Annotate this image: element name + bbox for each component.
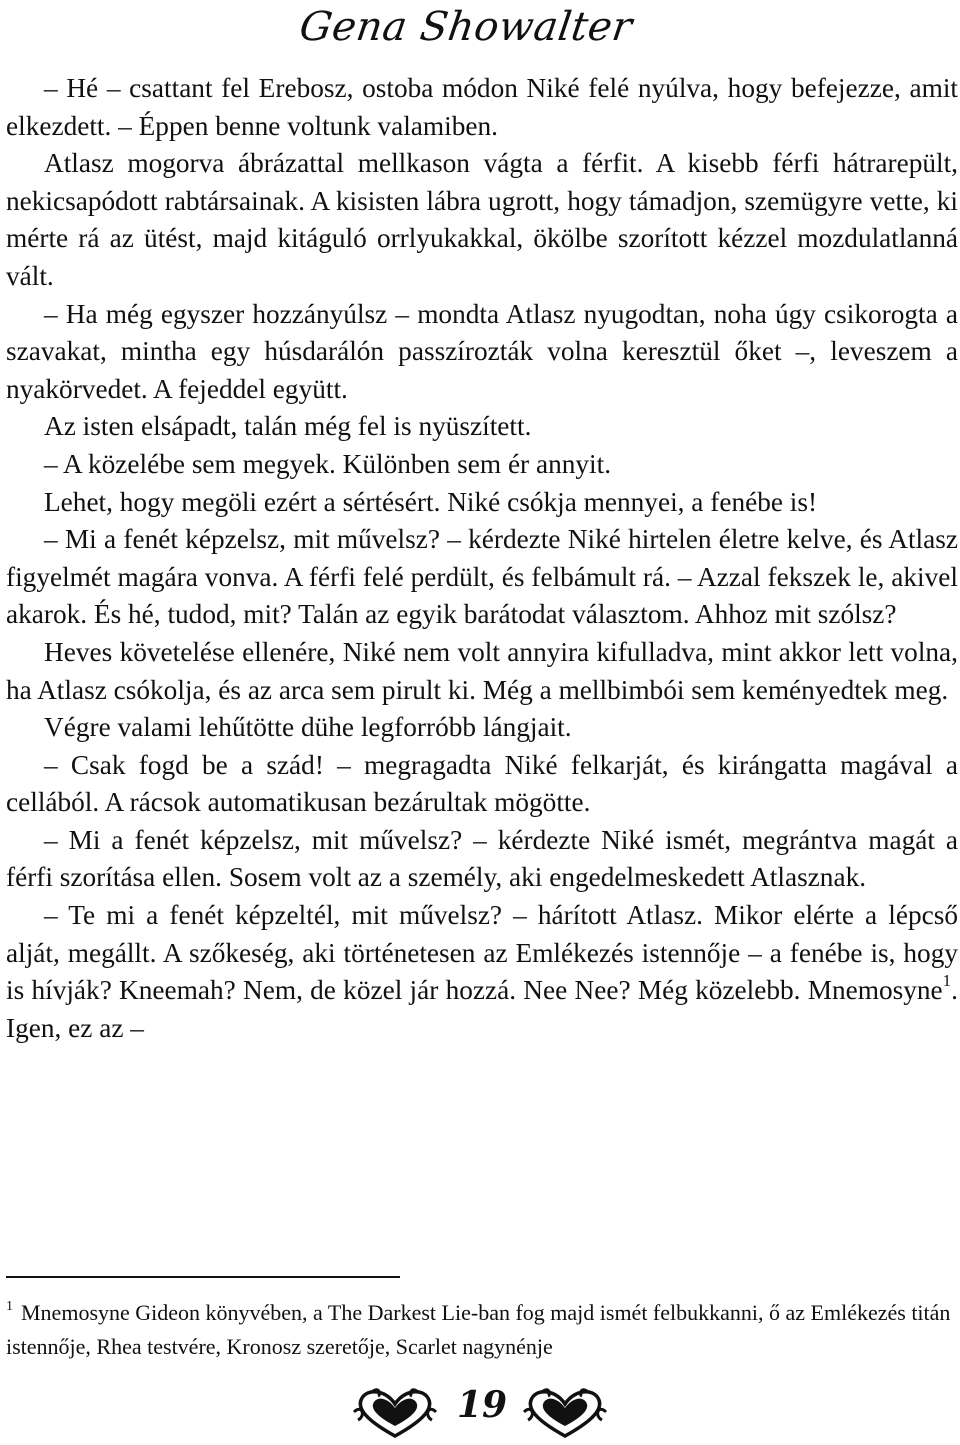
paragraph: – Ha még egyszer hozzányúlsz – mondta Atlasz nyugodtan, noha úgy csikorogta a szavakat, mintha egy húsdarálón passzírozták volna keresztül őket –, leveszem a nyakörvedet. A fejeddel együtt. (6, 298, 958, 404)
body-text (6, 70, 958, 1047)
paragraph-text: – Te mi a fenét képzeltél, mit művelsz? – hárított Atlasz. Mikor elérte a lépcső alját, megállt. A szőkeség, aki történetesen az Emlékezés istennője – a fenébe is, hogy is hívják? Kneemah? Nem, de közel jár hozzá. Nee Nee? Még közelebb. Mnemosyne (6, 900, 958, 1006)
page-number: 19 (456, 1384, 508, 1426)
footnote (6, 1296, 958, 1364)
footnote-ref[interactable]: 1 (942, 971, 952, 991)
heart-knot-ornament-icon (352, 1386, 438, 1440)
footnote-marker: 1 (6, 1299, 13, 1314)
paragraph: Lehet, hogy megöli ezért a sértésért. Niké csókja mennyei, a fenébe is! (44, 486, 818, 517)
footnote-divider (6, 1276, 400, 1278)
author-header: Gena Showalter (296, 4, 636, 50)
paragraph: – Hé – csattant fel Erebosz, ostoba módon Niké felé nyúlva, hogy befejezze, amit elkezdett. – Éppen benne voltunk valamiben. (6, 73, 958, 141)
paragraph-with-footnote (6, 897, 958, 1047)
paragraph: Heves követelése ellenére, Niké nem volt annyira kifulladva, mint akkor lett volna, ha Atlasz csókolja, és az arca sem pirult ki. Még a mellbimbói sem keményedtek meg. (6, 636, 958, 705)
paragraph: Atlasz mogorva ábrázattal mellkason vágta a férfit. A kisebb férfi hátrarepült, nekicsapódott rabtársainak. A kisisten lábra ugrott, hogy támadjon, szemügyre vette, ki mérte rá az ütést, majd kitáguló orrlyukakkal, ökölbe szorított kézzel mozdulatlanná vált. (6, 148, 958, 291)
paragraph: – Csak fogd be a szád! – megragadta Niké felkarját, és kirángatta magával a cellából. A rácsok automatikusan bezárultak mögötte. (6, 749, 958, 818)
footnote-text: Mnemosyne Gideon könyvében, a The Darkest Lie-ban fog majd ismét felbukkanni, ő az Emlékezés titán istennője, Rhea testvére, Kronosz szeretője, Scarlet nagynénje (6, 1300, 951, 1359)
paragraph: – A közelébe sem megyek. Különben sem ér annyit. (44, 448, 612, 479)
paragraph: Az isten elsápadt, talán még fel is nyüszített. (44, 411, 532, 442)
paragraph-tail: . Igen, ez az – (6, 975, 958, 1043)
paragraph: – Mi a fenét képzelsz, mit művelsz? – kérdezte Niké ismét, megrántva magát a férfi szorítása ellen. Sosem volt az a személy, aki engedelmeskedett Atlasznak. (6, 824, 958, 893)
paragraph: Végre valami lehűtötte dühe legforróbb lángjait. (44, 712, 572, 743)
heart-knot-ornament-icon (522, 1386, 608, 1440)
paragraph: – Mi a fenét képzelsz, mit művelsz? – kérdezte Niké hirtelen életre kelve, és Atlasz figyelmét magára vonva. A férfi felé perdült, és felbámult rá. – Azzal fekszek le, akivel akarok. És hé, tudod, mit? Talán az egyik barátodat választom. Ahhoz mit szólsz? (6, 524, 958, 630)
